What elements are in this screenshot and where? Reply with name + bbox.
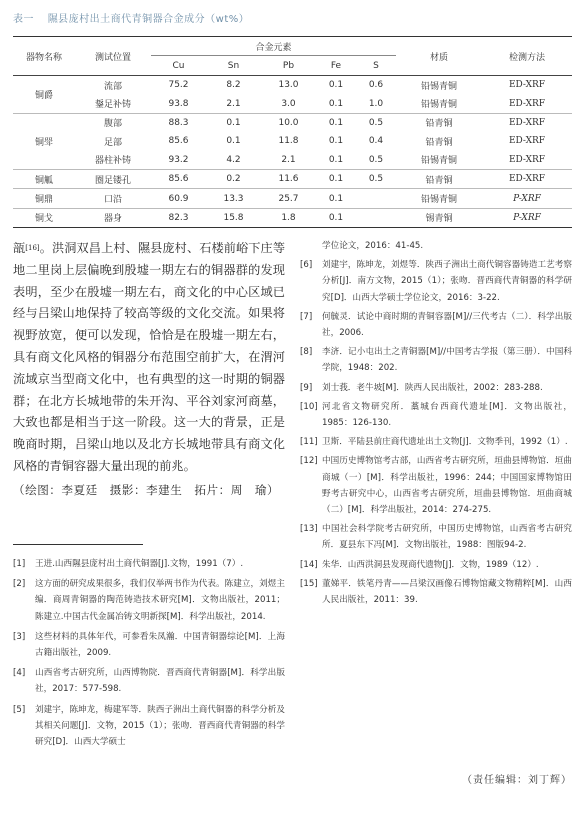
cell-pb: 11.8 xyxy=(278,136,299,147)
cell-sn: 2.1 xyxy=(226,98,241,109)
table-caption xyxy=(13,10,249,25)
cell-material: 铅锡青铜 xyxy=(396,189,482,208)
reference-item: [8] 李济．记小屯出土之青铜器[M]//中国考古学报（第三册）．中国科学院，1948：202. xyxy=(300,347,572,374)
header-alloy-group: 合金元素 xyxy=(151,37,396,56)
cell-cu: 93.8 xyxy=(168,98,189,109)
cell-sn: 13.3 xyxy=(206,189,261,208)
cell-fe: 0.1 xyxy=(328,136,344,147)
cell-location: 鋬足补铸 xyxy=(94,100,131,111)
cell-method: P-XRF xyxy=(482,208,572,227)
cell-s: 0.4 xyxy=(368,136,384,147)
cell-fe: 0.1 xyxy=(328,98,344,109)
cell-method: P-XRF xyxy=(482,189,572,208)
header-location: 测试位置 xyxy=(75,37,151,76)
cell-method: ED-XRF xyxy=(508,154,546,165)
notes-right-column xyxy=(300,238,572,611)
cell-pb: 13.0 xyxy=(278,80,299,91)
reference-item: [6] 刘建宇，陈坤龙，刘煜等．陕西子洲出土商代铜容器铸造工艺考察分析[J]．南方文物，2015（1）；张吻．晋西商代青铜器的科学研究[D]．山西大学硕士学位论文，2016：3-22. xyxy=(300,260,572,303)
header-material: 材质 xyxy=(396,37,482,76)
reference-item: [13] 中国社会科学院考古研究所，中国历史博物馆，山西省考古研究所．夏县东下冯[M]．文物出版社，1988：图版94-2. xyxy=(300,524,572,551)
reference-item: [1] 王进.山西隰县庞村出土商代铜器[J].文物，1991（7）. xyxy=(13,559,244,569)
cell-location: 口沿 xyxy=(75,189,151,208)
table-title: 隰县庞村出土商代青铜器合金成分（wt%） xyxy=(47,14,250,25)
cell-pb: 11.6 xyxy=(261,169,316,188)
cell-cu: 85.6 xyxy=(151,169,206,188)
cell-location: 圈足镂孔 xyxy=(75,169,151,188)
table-row xyxy=(13,132,572,150)
notes-left-column xyxy=(13,556,285,754)
reference-item: [14] 朱华．山西洪洞县发现商代遗物[J]．文物，1989（12）. xyxy=(300,559,539,570)
table-row xyxy=(13,76,572,95)
table-row xyxy=(13,189,572,208)
cell-s: 0.5 xyxy=(356,113,396,132)
cell-sn: 15.8 xyxy=(206,208,261,227)
cell-s xyxy=(356,189,396,208)
cell-material: 铅锡青铜 xyxy=(420,100,457,111)
cell-vessel: 铜觚 xyxy=(13,169,75,188)
cell-sn: 4.2 xyxy=(226,154,241,165)
cell-method: ED-XRF xyxy=(508,136,546,147)
reference-item: [12] 中国历史博物馆考古部，山西省考古研究所，垣曲县博物馆．垣曲商城（一）[M]．科学出版社，1996：244；中国国家博物馆田野考古研究中心，山西省考古研究所，垣曲县博物馆．垣曲商城（二）[M]．科学出版社，2014：274-275. xyxy=(300,456,572,516)
alloy-composition-table xyxy=(13,36,572,228)
figure-credits: （绘图：李夏廷 摄影：李建生 拓片：周 瑜） xyxy=(13,482,280,497)
cell-material: 铅锡青铜 xyxy=(420,156,457,167)
reference-item: 学位论文，2016：41-45. xyxy=(322,241,424,251)
table-row xyxy=(13,113,572,132)
cell-sn: 8.2 xyxy=(226,80,241,91)
cell-s: 0.5 xyxy=(368,154,384,165)
cell-s: 0.5 xyxy=(356,169,396,188)
cell-pb: 2.1 xyxy=(281,154,296,165)
cell-s: 0.6 xyxy=(368,80,384,91)
cell-cu: 88.3 xyxy=(151,113,206,132)
cell-s xyxy=(356,208,396,227)
notes-divider xyxy=(13,544,143,545)
cell-fe: 0.1 xyxy=(316,189,356,208)
cell-location: 器身 xyxy=(75,208,151,227)
cell-cu: 93.2 xyxy=(168,154,189,165)
reference-item: [4] 山西省考古研究所，山西博物院．晋西商代青铜器[M]．科学出版社，2017：577-598. xyxy=(13,668,285,695)
header-vessel: 器物名称 xyxy=(13,37,75,76)
cell-method: ED-XRF xyxy=(482,169,572,188)
reference-item: [7] 何毓灵．试论中商时期的青铜容器[M]//三代考古（二）．科学出版社，2006. xyxy=(300,311,572,339)
reference-item: [15] 董娣平．铁笔丹青——吕梁汉画像石博物馆藏文物精粹[M]．山西人民出版社，2011：39. xyxy=(300,578,572,606)
table-row xyxy=(13,94,572,113)
cell-pb: 10.0 xyxy=(261,113,316,132)
cell-pb: 3.0 xyxy=(281,98,296,109)
cell-vessel: 铜斝 xyxy=(13,113,75,169)
header-fe: Fe xyxy=(316,56,356,76)
cell-method: ED-XRF xyxy=(508,98,546,109)
cell-material: 铅锡青铜 xyxy=(420,81,457,92)
cell-location: 流部 xyxy=(103,81,122,92)
cell-s: 1.0 xyxy=(368,98,384,109)
cell-method: ED-XRF xyxy=(508,80,546,91)
reference-item: [10] 河北省文物研究所．藁城台西商代遗址[M]．文物出版社，1985：126-130. xyxy=(300,401,572,429)
cell-sn: 0.2 xyxy=(206,169,261,188)
cell-method: ED-XRF xyxy=(482,113,572,132)
cell-fe: 0.1 xyxy=(316,113,356,132)
reference-item: [5] 刘建宇，陈坤龙，梅建军等．陕西子洲出土商代铜器的科学分析及其相关问题[J]．文物，2015（1）；张吻．晋西商代青铜器的科学研究[D]．山西大学硕士 xyxy=(13,704,285,748)
cell-location: 器柱补铸 xyxy=(94,156,131,167)
cell-vessel: 铜鼎 xyxy=(13,189,75,208)
cell-material: 铅青铜 xyxy=(396,169,482,188)
reference-item: [3] 这些材料的具体年代，可参看朱凤瀚．中国青铜器综论[M]．上海古籍出版社，2009. xyxy=(13,631,285,659)
cell-cu: 82.3 xyxy=(151,208,206,227)
footnote-marker: [16] xyxy=(25,244,40,252)
reference-item: [9] 刘士莪．老牛坡[M]．陕西人民出版社，2002：283-288. xyxy=(300,382,543,393)
table-row xyxy=(13,169,572,188)
cell-sn: 0.1 xyxy=(206,113,261,132)
header-sn: Sn xyxy=(206,56,261,76)
table-label: 表一 xyxy=(13,14,34,25)
cell-vessel: 铜爵 xyxy=(34,90,53,101)
cell-vessel: 铜戈 xyxy=(13,208,75,227)
responsible-editor: （责任编辑：刘丁辉） xyxy=(462,775,572,786)
cell-material: 锡青铜 xyxy=(396,208,482,227)
reference-item: [11] 卫斯．平陆县前庄商代遗址出土文物[J]．文物季刊，1992（1）. xyxy=(300,437,568,448)
cell-fe: 0.1 xyxy=(316,169,356,188)
body-text xyxy=(13,238,285,502)
cell-pb: 1.8 xyxy=(261,208,316,227)
cell-location: 足部 xyxy=(103,137,122,148)
body-paragraph: 瓿[16]。洪洞双昌上村、隰县庞村、石楼前峪下庄等地二里岗上层偏晚到殷墟一期左右的铜器群的发现表明，至少在殷墟一期左右，商文化的中心区域已经与吕梁山地保持了较高等级的文化交流。如果将视野放宽，便可以发现，恰恰是在殷墟一期左右，具有商文化风格的铜器分布范围空前扩大，在渭河流域京当型商文化中，也有典型的这一时期的铜器群；在北方长城地带的朱开沟、平谷刘家河商墓，大致也都是相当于这一阶段。这一大的背景，正是晚商时期，吕梁山地以及北方长城地带具有商文化风格的青铜容器大量出现的前兆。 xyxy=(13,241,286,473)
cell-material: 铅青铜 xyxy=(425,137,453,148)
cell-sn: 0.1 xyxy=(226,136,241,147)
cell-pb: 25.7 xyxy=(261,189,316,208)
table-row xyxy=(13,208,572,227)
reference-item: [2] 这方面的研究成果很多，我们仅举两书作为代表。陈建立，刘煜主编．商周青铜器的陶范铸造技术研究[M]．文物出版社，2011；陈建立.中国古代金属冶铸文明新探[M]．科学出版社，2014. xyxy=(13,579,285,622)
header-cu: Cu xyxy=(151,56,206,76)
header-method: 检测方法 xyxy=(482,37,572,76)
cell-fe: 0.1 xyxy=(316,208,356,227)
table-row xyxy=(13,151,572,170)
cell-fe: 0.1 xyxy=(328,154,344,165)
cell-location: 腹部 xyxy=(75,113,151,132)
cell-cu: 75.2 xyxy=(168,80,189,91)
cell-material: 铅青铜 xyxy=(396,113,482,132)
header-pb: Pb xyxy=(261,56,316,76)
cell-cu: 85.6 xyxy=(168,136,189,147)
cell-fe: 0.1 xyxy=(328,80,344,91)
cell-cu: 60.9 xyxy=(151,189,206,208)
header-s: S xyxy=(356,56,396,76)
